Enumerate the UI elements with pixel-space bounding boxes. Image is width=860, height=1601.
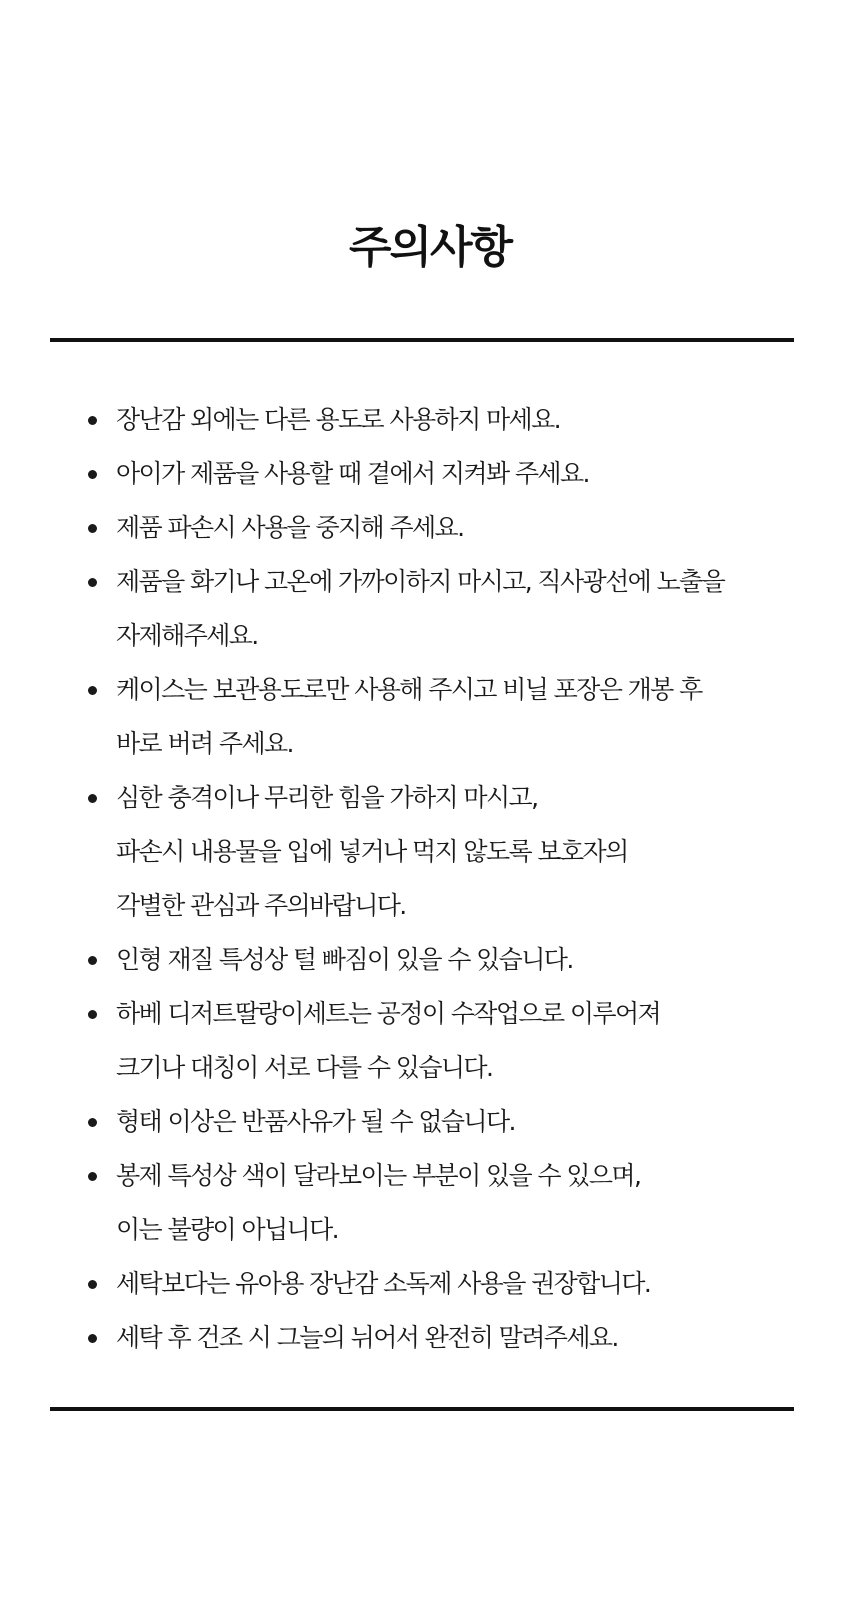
bullet-icon xyxy=(88,1010,97,1019)
bullet-icon xyxy=(88,524,97,533)
list-item-text: 형태 이상은 반품사유가 될 수 없습니다. xyxy=(116,1107,515,1136)
bullet-icon xyxy=(88,1172,97,1181)
list-item xyxy=(88,393,788,447)
list-item-text: 자제해주세요. xyxy=(116,621,258,650)
list-item-text: 각별한 관심과 주의바랍니다. xyxy=(116,891,406,920)
caution-list xyxy=(88,393,788,1365)
bullet-icon xyxy=(88,1280,97,1289)
list-item-text: 제품 파손시 사용을 중지해 주세요. xyxy=(116,513,464,542)
top-divider xyxy=(50,338,794,342)
list-item xyxy=(88,1311,788,1365)
list-item xyxy=(88,1095,788,1149)
list-item-text: 봉제 특성상 색이 달라보이는 부분이 있을 수 있으며, xyxy=(116,1161,641,1190)
list-item-text: 파손시 내용물을 입에 넣거나 먹지 않도록 보호자의 xyxy=(116,837,628,866)
list-item-text: 인형 재질 특성상 털 빠짐이 있을 수 있습니다. xyxy=(116,945,573,974)
page-title: 주의사항 xyxy=(348,222,511,273)
list-item-text: 크기나 대칭이 서로 다를 수 있습니다. xyxy=(116,1053,493,1082)
bottom-divider xyxy=(50,1407,794,1411)
list-item-text: 세탁보다는 유아용 장난감 소독제 사용을 권장합니다. xyxy=(116,1269,651,1298)
list-item-text: 세탁 후 건조 시 그늘의 뉘어서 완전히 말려주세요. xyxy=(116,1323,618,1352)
list-item-text: 하베 디저트딸랑이세트는 공정이 수작업으로 이루어져 xyxy=(116,999,661,1028)
list-item xyxy=(88,663,788,771)
list-item-text: 장난감 외에는 다른 용도로 사용하지 마세요. xyxy=(116,405,560,434)
list-item-text: 바로 버려 주세요. xyxy=(116,729,293,758)
list-item xyxy=(88,1257,788,1311)
list-item xyxy=(88,555,788,663)
bullet-icon xyxy=(88,416,97,425)
bullet-icon xyxy=(88,686,97,695)
list-item-text: 이는 불량이 아닙니다. xyxy=(116,1215,338,1244)
list-item xyxy=(88,987,788,1095)
list-item xyxy=(88,447,788,501)
list-item xyxy=(88,933,788,987)
bullet-icon xyxy=(88,1334,97,1343)
bullet-icon xyxy=(88,956,97,965)
list-item xyxy=(88,501,788,555)
bullet-icon xyxy=(88,794,97,803)
list-item-text: 아이가 제품을 사용할 때 곁에서 지켜봐 주세요. xyxy=(116,459,589,488)
list-item-text: 제품을 화기나 고온에 가까이하지 마시고, 직사광선에 노출을 xyxy=(116,567,725,596)
list-item xyxy=(88,1149,788,1257)
bullet-icon xyxy=(88,578,97,587)
bullet-icon xyxy=(88,1118,97,1127)
bullet-icon xyxy=(88,470,97,479)
list-item-text: 심한 충격이나 무리한 힘을 가하지 마시고, xyxy=(116,783,538,812)
list-item-text: 케이스는 보관용도로만 사용해 주시고 비닐 포장은 개봉 후 xyxy=(116,675,702,704)
list-item xyxy=(88,771,788,933)
